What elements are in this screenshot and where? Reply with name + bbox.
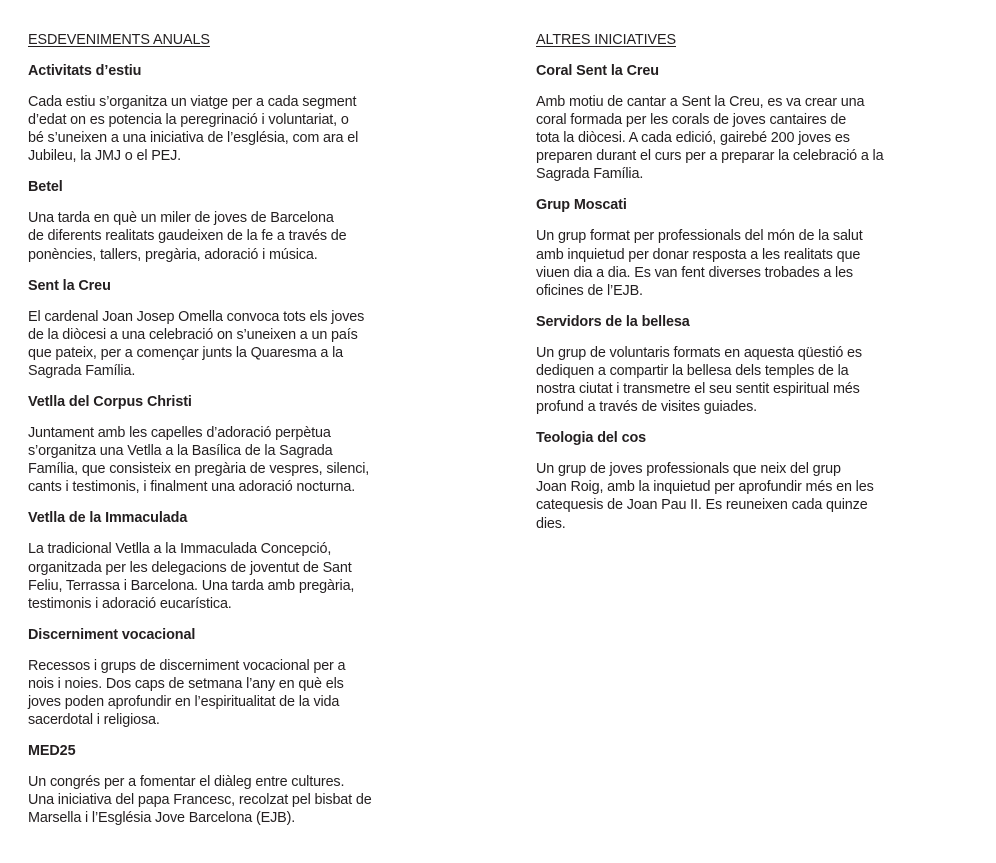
body-line: Cada estiu s’organitza un viatge per a cada segment bbox=[28, 94, 357, 110]
body-line: viuen dia a dia. Es van fent diverses trobades a les bbox=[536, 264, 853, 281]
body-line: Marsella i l’Església Jove Barcelona (EJB). bbox=[28, 810, 296, 827]
body-line: ponències, tallers, pregària, adoració i música. bbox=[28, 246, 318, 263]
body-line: dies. bbox=[536, 515, 566, 532]
body-line: Jubileu, la JMJ o el PEJ. bbox=[28, 148, 182, 165]
body-line: El cardenal Joan Josep Omella convoca tots els joves bbox=[28, 308, 365, 325]
body-line: La tradicional Vetlla a la Immaculada Concepció, bbox=[28, 541, 332, 558]
body-line: d’edat on es potencia la peregrinació i voluntariat, o bbox=[28, 112, 349, 129]
entry-teologia-cos bbox=[536, 429, 936, 532]
body-line: preparen durant el curs per a preparar la celebració a la bbox=[536, 148, 884, 165]
body-line: Amb motiu de cantar a Sent la Creu, es va crear una bbox=[536, 94, 865, 110]
entry-title: Servidors de la bellesa bbox=[536, 313, 690, 330]
entry-title: Sent la Creu bbox=[28, 277, 111, 294]
entry-discerniment-vocacional bbox=[28, 626, 428, 729]
entry-betel bbox=[28, 178, 428, 263]
body-line: Joan Roig, amb la inquietud per aprofundir més en les bbox=[536, 479, 874, 496]
body-line: Família, que consisteix en pregària de vespres, silenci, bbox=[28, 461, 370, 478]
body-line: de diferents realitats gaudeixen de la fe a través de bbox=[28, 228, 347, 245]
entry-body bbox=[28, 424, 428, 496]
body-line: Recessos i grups de discerniment vocacional per a bbox=[28, 657, 346, 674]
body-line: profund a través de visites guiades. bbox=[536, 399, 757, 416]
body-line: s’organitza una Vetlla a la Basílica de la Sagrada bbox=[28, 443, 333, 460]
body-line: que pateix, per a començar junts la Quaresma a la bbox=[28, 344, 344, 361]
body-line: Una iniciativa del papa Francesc, recolzat pel bisbat de bbox=[28, 792, 372, 809]
entry-title: MED25 bbox=[28, 743, 76, 760]
left-column bbox=[28, 31, 428, 840]
body-line: bé s’uneixen a una iniciativa de l’església, com ara el bbox=[28, 130, 359, 147]
body-line: Una tarda en què un miler de joves de Barcelona bbox=[28, 210, 334, 227]
body-line: Juntament amb les capelles d’adoració perpètua bbox=[28, 425, 331, 442]
entry-sent-la-creu bbox=[28, 277, 428, 380]
body-line: coral formada per les corals de joves cantaires de bbox=[536, 112, 847, 129]
section-heading-esdeveniments: ESDEVENIMENTS ANUALS bbox=[28, 32, 210, 48]
entry-med25 bbox=[28, 742, 428, 827]
body-line: de la diòcesi a una celebració on s’uneixen a un país bbox=[28, 326, 358, 343]
body-line: dediquen a compartir la bellesa dels temples de la bbox=[536, 362, 849, 379]
entry-body bbox=[536, 344, 936, 416]
entry-title: Activitats d’estiu bbox=[28, 63, 142, 79]
entry-body bbox=[536, 93, 936, 183]
entry-body bbox=[536, 460, 936, 532]
entry-body bbox=[28, 308, 428, 380]
entry-body bbox=[28, 657, 428, 729]
entry-servidors-bellesa bbox=[536, 313, 936, 416]
entry-title: Discerniment vocacional bbox=[28, 626, 196, 643]
body-line: Un grup format per professionals del món de la salut bbox=[536, 228, 863, 245]
body-line: testimonis i adoració eucarística. bbox=[28, 595, 232, 612]
entry-title: Vetlla de la Immaculada bbox=[28, 510, 188, 527]
entry-body bbox=[536, 227, 936, 299]
entry-vetlla-corpus bbox=[28, 393, 428, 496]
body-line: Sagrada Família. bbox=[28, 362, 136, 379]
section-heading-altres-iniciatives: ALTRES INICIATIVES bbox=[536, 32, 677, 48]
entry-body bbox=[28, 93, 428, 165]
entry-body bbox=[28, 209, 428, 263]
right-column bbox=[536, 31, 936, 546]
body-line: Sagrada Família. bbox=[536, 166, 644, 183]
entry-title: Grup Moscati bbox=[536, 197, 627, 214]
body-line: joves poden aprofundir en l’espiritualitat de la vida bbox=[28, 693, 340, 710]
body-line: tota la diòcesi. A cada edició, gairebé 200 joves es bbox=[536, 130, 850, 147]
entry-grup-moscati bbox=[536, 196, 936, 299]
entry-title: Betel bbox=[28, 179, 63, 196]
body-line: oficines de l’EJB. bbox=[536, 282, 643, 299]
body-line: catequesis de Joan Pau II. Es reuneixen cada quinze bbox=[536, 497, 868, 514]
entry-title: Vetlla del Corpus Christi bbox=[28, 394, 192, 411]
entry-vetlla-immaculada bbox=[28, 509, 428, 612]
body-line: organitzada per les delegacions de joventut de Sant bbox=[28, 559, 352, 576]
body-line: Feliu, Terrassa i Barcelona. Una tarda amb pregària, bbox=[28, 577, 355, 594]
entry-title: Teologia del cos bbox=[536, 430, 647, 447]
body-line: Un grup de voluntaris formats en aquesta qüestió es bbox=[536, 344, 862, 361]
body-line: cants i testimonis, i finalment una adoració nocturna. bbox=[28, 479, 356, 496]
entry-body bbox=[28, 540, 428, 612]
entry-activitats-estiu bbox=[28, 62, 428, 165]
body-line: amb inquietud per donar resposta a les realitats que bbox=[536, 246, 861, 263]
body-line: Un congrés per a fomentar el diàleg entre cultures. bbox=[28, 774, 345, 791]
entry-title: Coral Sent la Creu bbox=[536, 63, 659, 79]
body-line: nois i noies. Dos caps de setmana l’any en què els bbox=[28, 675, 344, 692]
entry-coral-sent-la-creu bbox=[536, 62, 936, 183]
body-line: nostra ciutat i transmetre el seu sentit espiritual més bbox=[536, 381, 860, 398]
body-line: sacerdotal i religiosa. bbox=[28, 712, 160, 729]
entry-body bbox=[28, 773, 428, 827]
body-line: Un grup de joves professionals que neix del grup bbox=[536, 461, 841, 478]
